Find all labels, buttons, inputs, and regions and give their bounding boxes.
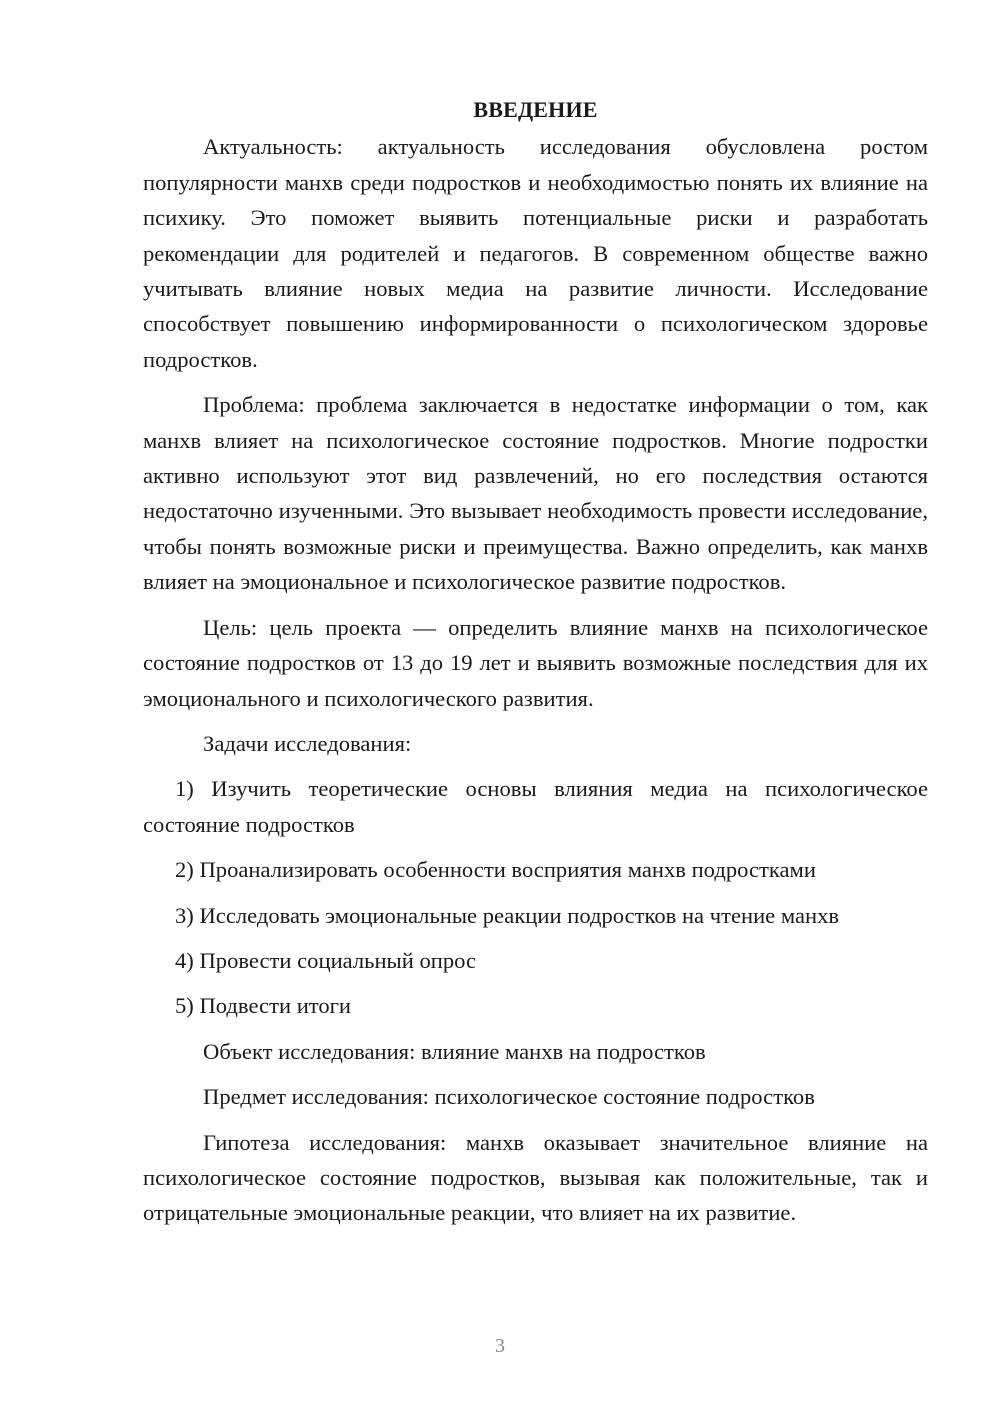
research-subject: Предмет исследования: психологическое состояние подростков xyxy=(203,1084,815,1110)
task-item-2: 2) Проанализировать особенности восприятия манхв подростками xyxy=(175,857,816,883)
page-number: 3 xyxy=(495,1335,505,1357)
relevance-paragraph: Актуальность: актуальность исследования обусловлена ростом популярности манхв среди подростков и необходимостью понять их влияние на психику. Это поможет выявить потенциальные риски и разработать рекомендации для родителей и педагогов. В современном обществе важно учитывать влияние новых медиа на развитие личности. Исследование способствует повышению информированности о психологическом здоровье подростков. xyxy=(143,134,928,372)
hypothesis-paragraph: Гипотеза исследования: манхв оказывает значительное влияние на психологическое состояние подростков, вызывая как положительные, так и отрицательные эмоциональные реакции, что влияет на их развитие. xyxy=(143,1129,928,1226)
section-heading: ВВЕДЕНИЕ xyxy=(473,97,598,122)
tasks-heading: Задачи исследования: xyxy=(203,730,412,756)
task-item-5: 5) Подвести итоги xyxy=(175,993,352,1019)
problem-paragraph: Проблема: проблема заключается в недостатке информации о том, как манхв влияет на психологическое состояние подростков. Многие подростки активно используют этот вид развлечений, но его последствия остаются недостаточно изученными. Это вызывает необходимость провести исследование, чтобы понять возможные риски и преимущества. Важно определить, как манхв влияет на эмоциональное и психологическое развитие подростков. xyxy=(143,392,928,595)
task-item-4: 4) Провести социальный опрос xyxy=(175,947,477,973)
goal-paragraph: Цель: цель проекта — определить влияние манхв на психологическое состояние подростков от 13 до 19 лет и выявить возможные последствия для их эмоционального и психологического развития. xyxy=(143,614,928,711)
research-object: Объект исследования: влияние манхв на подростков xyxy=(203,1038,706,1064)
page-body xyxy=(143,92,928,1231)
task-item-1: 1) Изучить теоретические основы влияния медиа на психологическое состояние подростков xyxy=(143,776,928,837)
task-item-3: 3) Исследовать эмоциональные реакции подростков на чтение манхв xyxy=(175,902,840,928)
